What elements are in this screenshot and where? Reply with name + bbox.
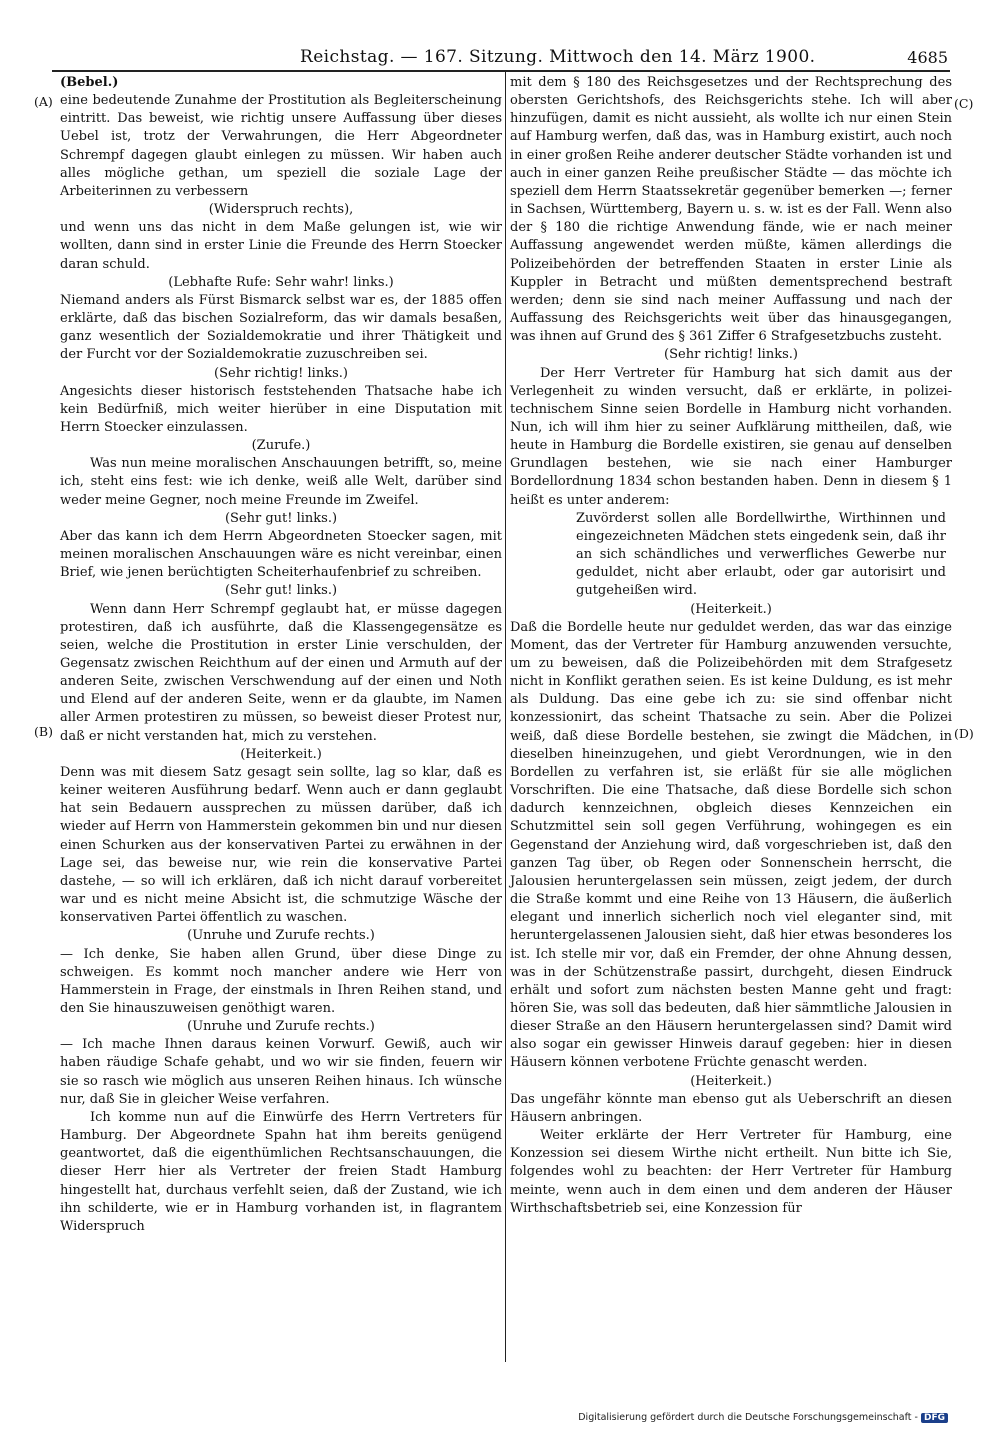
running-head-title: Reichstag. — 167. Sitzung. Mittwoch den 14. März 1900. bbox=[300, 47, 816, 67]
running-head bbox=[52, 44, 952, 70]
stage-direction: (Heiterkeit.) bbox=[690, 601, 772, 617]
paragraph: Was nun meine moralischen Anschauungen betrifft, so, meine ich, steht eins fest: wie ich denke, weiß alle Welt, darüber sind weder meine Gegner, noch meine Freunde im Zweifel. bbox=[60, 456, 502, 508]
stage-direction: (Widerspruch rechts), bbox=[208, 202, 354, 218]
stage-direction: (Sehr gut! links.) bbox=[224, 583, 338, 599]
stage-direction: (Sehr gut! links.) bbox=[224, 510, 338, 526]
paragraph: Daß die Bordelle heute nur geduldet werden, das war das einzige Moment, das der Vertreter für Hamburg anzuwenden versuchte, um zu beweisen, daß die Polizeibehörden mit dem Strafgesetz nicht in Konflikt gerathen seien. Es ist keine Duldung, es ist mehr als Duldung. Das eine gebe ich zu: sie sind offenbar nicht konzessionirt, das scheint Thatsache zu sein. Aber die Polizei weiß, daß diese Bordelle bestehen, sie zwingt die Mädchen, in dieselben hineinzugehen, und giebt Verordnungen, wie in den Bordellen zu verfahren ist, sie erläßt für sie alle möglichen Vorschriften. Die eine Thatsache, daß diese Bordelle sich schon dadurch kennzeichnen, obgleich dieses Kennzeichen ein Schutzmittel sein soll gegen Verführung, wohingegen es ein Gegenstand der Anziehung wird, daß vorgeschrieben ist, daß den ganzen Tag über, ob Regen oder Sonnenschein herrscht, die Jalousien heruntergelassen sein müssen, zeigt jedem, der durch die Straße kommt und eine Reihe von 13 Häusern, die äußerlich elegant und innerlich sicherlich noch viel eleganter sind, mit heruntergelassenen Jalousien sieht, daß hier etwas besonderes los ist. Ich stelle mir vor, daß ein Fremder, der ohne Ahnung dessen, was in der Schützenstraße passirt, durchgeht, diesen Eindruck erhält und sofort zum nächsten besten Manne geht und fragt: hören Sie, was soll das bedeuten, daß hier sämmtliche Jalousien in dieser Straße an den Häusern heruntergelassen sind? Damit wird also sogar ein gewisser Hinweis darauf gegeben: hier in diesen Häusern können verbotene Früchte genascht werden. bbox=[510, 619, 952, 1071]
stage-direction: (Sehr richtig! links.) bbox=[664, 347, 798, 363]
dfg-logo: DFG bbox=[921, 1413, 948, 1423]
paragraph: — Ich mache Ihnen daraus keinen Vorwurf. Gewiß, auch wir haben räudige Schafe gehabt, und wo wir sie finden, feuern wir sie so rasch wie möglich aus unseren Reihen hinaus. Ich wünsche nur, daß Sie in gleicher Weise verfahren. bbox=[60, 1037, 502, 1107]
stage-direction: (Lebhafte Rufe: Sehr wahr! links.) bbox=[168, 274, 394, 290]
margin-marker-c: (C) bbox=[954, 96, 974, 111]
speaker-name: (Bebel.) bbox=[60, 75, 119, 90]
margin-marker-d: (D) bbox=[954, 726, 974, 741]
paragraph: mit dem § 180 des Reichsgesetzes und der Rechtsprechung des obersten Gerichtshofs, des Reichsgerichts stehe. Ich will aber hinzufügen, damit es nicht aussieht, als wollte ich nur einen Stein auf Hamburg werfen, daß das, was in Hamburg existirt, auch noch in einer großen Reihe anderer deutscher Städte vorhanden ist und auch in einer ganzen Reihe preußischer Städte — das möchte ich speziell dem Herrn Staatssekretär gegenüber bemerken —; ferner in Sachsen, Württemberg, Bayern u. s. w. ist es der Fall. Wenn also der § 180 die richtige Anwendung fände, wie er nach meiner Auffassung angewendet werden müßte, kämen allerdings die Polizeibehörden der betreffenden Staaten in erster Linie als Kuppler in Betracht und müßten dementsprechend bestraft werden; denn sie sind nach meiner Auffassung und nach der Auffassung des Reichsgerichts weit über das hinausgegangen, was ihnen auf Grund des § 361 Ziffer 6 Strafgesetzbuchs zusteht. bbox=[510, 75, 952, 345]
column-divider bbox=[505, 72, 506, 1362]
quoted-text: Zuvörderst sollen alle Bordellwirthe, Wirthinnen und eingezeichneten Mädchen stets eingedenk sein, daß ihr an sich schändliches und verwerfliches Gewerbe nur geduldet, nicht aber erlaubt, oder gar autorisirt und gutgeheißen wird. bbox=[576, 510, 946, 599]
paragraph: Weiter erklärte der Herr Vertreter für Hamburg, eine Konzession sei diesem Wirthe nicht ertheilt. Nun bitte ich Sie, folgendes wohl zu beachten: der Herr Vertreter für Hamburg meinte, wenn auch in dem einen und dem anderen der Häuser Wirthschaftsbetrieb sei, eine Konzession für bbox=[510, 1128, 952, 1216]
header-rule bbox=[52, 70, 950, 72]
stage-direction: (Heiterkeit.) bbox=[690, 1073, 772, 1089]
paragraph: Denn was mit diesem Satz gesagt sein sollte, lag so klar, daß es keiner weiteren Ausführung bedarf. Wenn auch er dann geglaubt hat sein Bedauern aussprechen zu müssen darüber, daß ich wieder auf Herrn von Hammerstein gekommen bin und nur diesen einen Schurken aus der konservativen Partei zu erwähnen in der Lage sei, das beweise nur, wie rein die konservative Partei dastehe, — so will ich erklären, daß ich nicht darauf vorbereitet war und es nicht meine Absicht ist, die schmutzige Wäsche der konservativen Partei öffentlich zu waschen. bbox=[60, 764, 502, 926]
footer-credit bbox=[578, 1412, 948, 1423]
paragraph: Niemand anders als Fürst Bismarck selbst war es, der 1885 offen erklärte, daß das bischen Sozialreform, das wir damals besaßen, ganz wesentlich der Sozialdemokratie und ihrer Thätigkeit und der Furcht vor der Sozialdemokratie zuzuschreiben sei. bbox=[60, 292, 502, 363]
paragraph: eine bedeutende Zunahme der Prostitution als Begleiterscheinung eintritt. Das beweist, wie richtig unsere Auffassung über dieses Uebel ist, trotz der Verwahrungen, die Herr Abgeordneter Schrempf dagegen glaubt einlegen zu müssen. Wir haben auch alles mögliche gethan, um speziell die soziale Lage der Arbeiterinnen zu verbessern bbox=[60, 93, 502, 199]
stage-direction: (Unruhe und Zurufe rechts.) bbox=[187, 1019, 375, 1035]
left-column bbox=[60, 74, 502, 1236]
paragraph: Angesichts dieser historisch feststehenden Thatsache habe ich kein Bedürfniß, mich weiter hierüber in eine Disputation mit Herrn Stoecker einzulassen. bbox=[60, 383, 502, 435]
paragraph: Wenn dann Herr Schrempf geglaubt hat, er müsse dagegen protestiren, daß ich ausführte, daß die Klassengegensätze es seien, welche die Prostitution in erster Linie verschulden, der Gegensatz zwischen Reichthum auf der einen und Armuth auf der anderen Seite, zwischen Verschwendung auf der einen und Noth und Elend auf der anderen Seite, wenn er da glaubte, im Namen aller Armen protestiren zu müssen, so beweist dieser Protest nur, daß er nicht verstanden hat, mich zu verstehen. bbox=[60, 601, 502, 744]
stage-direction: (Unruhe und Zurufe rechts.) bbox=[187, 928, 375, 944]
stage-direction: (Heiterkeit.) bbox=[240, 746, 322, 762]
paragraph: Der Herr Vertreter für Hamburg hat sich damit aus der Verlegenheit zu winden versucht, daß er erklärte, in polizei-technischem Sinne seien Bordelle in Hamburg nicht vorhanden. Nun, ich will ihm hier zu seiner Aufklärung mittheilen, daß, wie heute in Hamburg die Bordelle existiren, sie genau auf denselben Grundlagen bestehen, wie sie nach einer Hamburger Bordellordnung 1834 schon bestanden haben. Denn in diesem § 1 heißt es unter anderem: bbox=[510, 365, 952, 508]
footer-text: Digitalisierung gefördert durch die Deutsche Forschungsgemeinschaft - bbox=[578, 1412, 918, 1423]
margin-marker-a: (A) bbox=[34, 94, 53, 109]
paragraph: — Ich denke, Sie haben allen Grund, über diese Dinge zu schweigen. Es kommt noch mancher andere wie Herr von Hammerstein in Frage, der einstmals in Ihren Reihen stand, und den Sie hinauszuweisen genöthigt waren. bbox=[60, 946, 502, 1016]
stage-direction: (Zurufe.) bbox=[251, 438, 311, 454]
margin-marker-b: (B) bbox=[34, 724, 53, 739]
paragraph: Ich komme nun auf die Einwürfe des Herrn Vertreters für Hamburg. Der Abgeordnete Spahn hat ihm bereits genügend geantwortet, daß die eigenthümlichen Rechtsanschauungen, die dieser Herr hier als Vertreter der freien Stadt Hamburg hingestellt hat, durchaus verfehlt seien, daß der Zustand, wie ich ihn schilderte, wie er in Hamburg vorhanden ist, in flagrantem Widerspruch bbox=[60, 1109, 502, 1234]
page-number: 4685 bbox=[907, 48, 948, 67]
paragraph: Das ungefähr könnte man ebenso gut als Ueberschrift an diesen Häusern anbringen. bbox=[510, 1091, 952, 1125]
paragraph: Aber das kann ich dem Herrn Abgeordneten Stoecker sagen, mit meinen moralischen Anschauungen wäre es nicht vereinbar, einen Brief, wie jenen berüchtigten Scheiterhaufenbrief zu schreiben. bbox=[60, 528, 502, 581]
stage-direction: (Sehr richtig! links.) bbox=[214, 365, 348, 381]
paragraph: und wenn uns das nicht in dem Maße gelungen ist, wie wir wollten, dann sind in erster Linie die Freunde des Herrn Stoecker daran schuld. bbox=[60, 220, 502, 272]
right-column bbox=[510, 74, 952, 1218]
